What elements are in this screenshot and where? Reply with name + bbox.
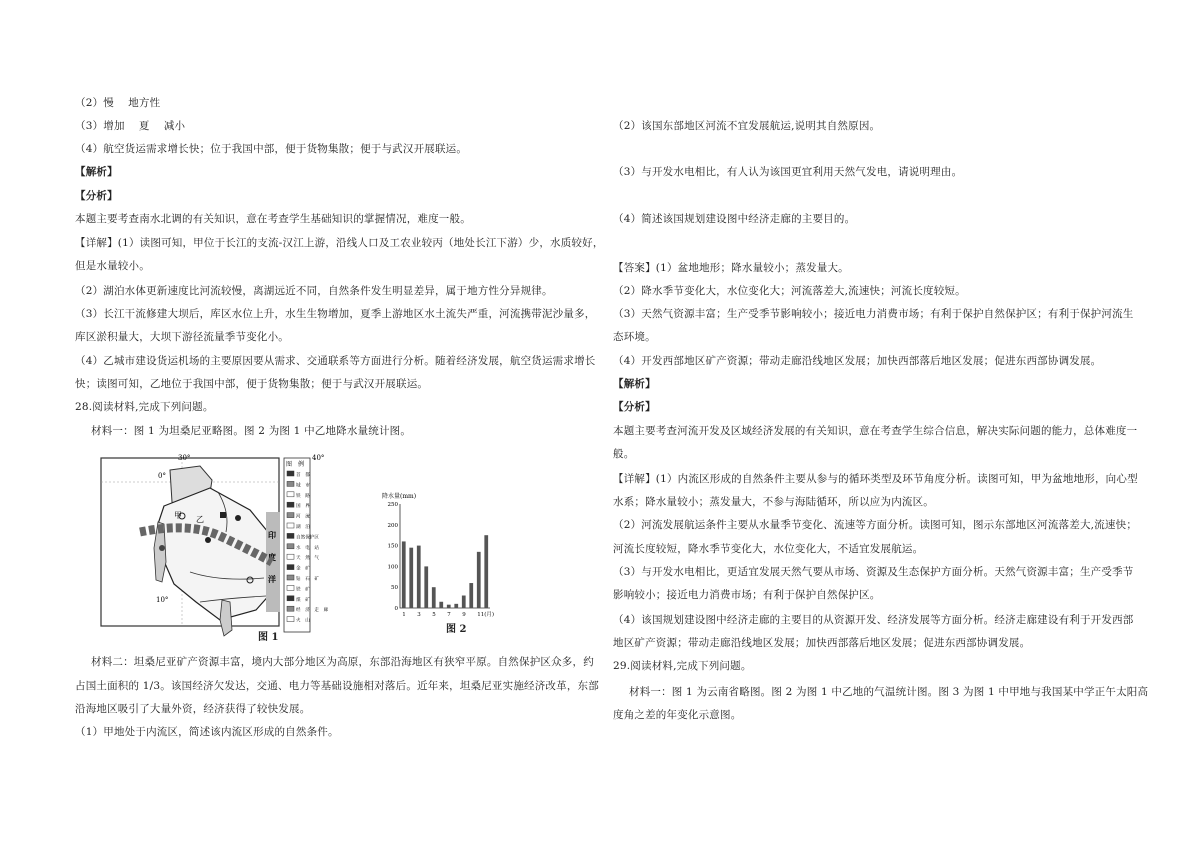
right-text-line: （3）天然气资源丰富；生产受季节影响较小；接近电力消费市场；有利于保护自然保护区；有利于保护河流生 bbox=[613, 308, 1134, 320]
right-text-line: （3）与开发水电相比，更适宜发展天然气要从市场、资源及生态保护方面分析。天然气资源丰富；生产受季节 bbox=[613, 566, 1134, 578]
left-text-line: （2）慢 地方性 bbox=[75, 97, 161, 109]
legend-item-label: 煤 矿 bbox=[296, 597, 310, 603]
legend-symbol bbox=[287, 606, 294, 611]
legend-item-label: 首 都 bbox=[296, 473, 310, 478]
left-text-line: （4）乙城市建设货运机场的主要原因要从需求、交通联系等方面进行分析。随着经济发展，航空货运需求增长 bbox=[75, 355, 596, 367]
left-text-line: 快；读图可知，乙地位于我国中部，便于货物集散；便于与武汉开展联运。 bbox=[75, 378, 429, 390]
chart-axes bbox=[400, 504, 490, 608]
place-label-jia: 甲 bbox=[174, 511, 182, 520]
right-text-line: 地区矿产资源；带动走廊沿线地区发展；加快西部落后地区发展；促进东西部协调发展。 bbox=[613, 637, 1031, 649]
right-text-line: 【详解】(1）内流区形成的自然条件主要从参与的循环类型及环节角度分析。读图可知，甲为盆地地形，向心型 bbox=[613, 473, 1138, 485]
x-tick-label: 11(月) bbox=[477, 612, 495, 618]
left-text-line: （3）增加 夏 减小 bbox=[75, 120, 186, 132]
gold-mine-icon bbox=[205, 537, 211, 543]
legend-item-label: 国 界 bbox=[296, 504, 310, 510]
precipitation-bar bbox=[409, 548, 413, 608]
legend-item-label: 天 然 气 bbox=[296, 556, 319, 562]
precipitation-bar bbox=[477, 552, 481, 608]
right-text-line: 【答案】(1）盆地地形；降水量较小；蒸发量大。 bbox=[613, 262, 849, 274]
precipitation-bar bbox=[469, 583, 473, 608]
right-text-line: 水系；降水量较小；蒸发量大，不参与海陆循环，所以应为内流区。 bbox=[613, 496, 934, 508]
right-text-line: 态环境。 bbox=[613, 331, 656, 343]
left-text-line: 【详解】(1）读图可知，甲位于长江的支流-汉江上游，沿线人口及工农业较丙（地处长江下游）少，水质较好， bbox=[75, 237, 604, 249]
legend-item-label: 钻 石 矿 bbox=[296, 577, 319, 582]
left-text-line: （3）长江干流修建大坝后，库区水位上升，水生生物增加，夏季上游地区水土流失严重，河流携带泥沙量多， bbox=[75, 308, 596, 320]
right-text-line: （4）开发西部地区矿产资源；带动走廊沿线地区发展；加快西部落后地区发展；促进东西部协调发展。 bbox=[613, 355, 1102, 367]
precipitation-bar bbox=[439, 602, 443, 608]
y-tick-label: 100 bbox=[387, 564, 398, 571]
chart-ylabel: 降水量(mm) bbox=[382, 493, 417, 500]
place-label-yi: 乙 bbox=[196, 515, 204, 524]
coal-mine-icon bbox=[159, 545, 165, 551]
legend-symbol bbox=[287, 502, 294, 507]
legend-item-label: 城 市 bbox=[296, 483, 310, 489]
x-tick-label: 7 bbox=[447, 612, 451, 618]
legend-items bbox=[287, 471, 329, 624]
right-text-line: 度角之差的年变化示意图。 bbox=[613, 709, 742, 721]
x-tick-label: 9 bbox=[462, 612, 466, 618]
figure2-caption: 图 2 bbox=[446, 624, 467, 635]
x-tick-label: 1 bbox=[402, 612, 406, 618]
legend-item-label: 湖 泊 bbox=[296, 525, 310, 530]
left-text-line: （2）湖泊水体更新速度比河流较慢，离湖远近不同，自然条件发生明显差异，属于地方性分异规律。 bbox=[75, 285, 553, 297]
left-text-line: 【解析】 bbox=[75, 166, 118, 178]
right-text-line: （2）河流发展航运条件主要从水量季节变化、流速等方面分析。读图可知，图示东部地区河流落差大,流速快； bbox=[613, 519, 1138, 531]
legend-symbol bbox=[287, 554, 294, 559]
precipitation-bar bbox=[402, 541, 406, 608]
legend-symbol bbox=[287, 585, 294, 590]
lon-label-30: 30° bbox=[178, 454, 191, 462]
legend-symbol bbox=[287, 565, 294, 570]
left-text-line: 占国土面积的 1/3。该国经济欠发达，交通、电力等基础设施相对落后。近年来，坦桑尼亚实施经济改革，东部 bbox=[75, 680, 599, 692]
x-tick-label: 3 bbox=[417, 612, 421, 618]
right-text-line: 本题主要考查河流开发及区域经济发展的有关知识，意在考查学生综合信息，解决实际问题的能力，总体难度一 bbox=[613, 425, 1138, 437]
right-text-line: （2）降水季节变化大，水位变化大；河流落差大,流速快；河流长度较短。 bbox=[613, 285, 966, 297]
right-text-line: 影响较小；接近电力消费市场；有利于保护自然保护区。 bbox=[613, 589, 881, 601]
legend-item-label: 河 流 bbox=[296, 514, 310, 520]
left-text-line: 但是水量较小。 bbox=[75, 260, 150, 272]
legend-symbol bbox=[287, 523, 294, 528]
y-tick-label: 150 bbox=[387, 543, 398, 550]
legend-item-label: 经 济 走 廊 bbox=[296, 608, 329, 614]
precipitation-bar bbox=[462, 596, 466, 608]
right-text-line: 【分析】 bbox=[613, 401, 656, 413]
legend-item-label: 铁 矿 bbox=[296, 587, 310, 593]
lat-label-10: 10° bbox=[156, 596, 169, 604]
right-text-line: 29.阅读材料,完成下列问题。 bbox=[613, 660, 752, 672]
legend-item-label: 水 电 站 bbox=[296, 545, 319, 551]
left-text-line: 库区淤积量大，大坝下游径流量季节变化小。 bbox=[75, 331, 289, 343]
left-text-line: 沿海地区吸引了大量外资，经济获得了较快发展。 bbox=[75, 703, 311, 715]
right-text-line: 【解析】 bbox=[613, 378, 656, 390]
precipitation-bar bbox=[417, 546, 421, 608]
precipitation-chart-figure bbox=[378, 490, 498, 638]
right-text-line: （3）与开发水电相比，有人认为该国更宜利用天然气发电，请说明理由。 bbox=[613, 166, 963, 178]
left-text-line: （4）航空货运需求增长快；位于我国中部，便于货物集散；便于与武汉开展联运。 bbox=[75, 143, 468, 155]
mine-icon bbox=[235, 515, 241, 521]
precipitation-bar bbox=[454, 604, 458, 608]
precipitation-bar bbox=[424, 566, 428, 608]
legend-symbol bbox=[287, 596, 294, 601]
tanzania-map-figure bbox=[100, 452, 372, 642]
legend-item-label: 火 山 bbox=[296, 618, 310, 624]
legend-symbol bbox=[287, 575, 294, 580]
left-text-line: 材料一：图 1 为坦桑尼亚略图。图 2 为图 1 中乙地降水量统计图。 bbox=[91, 425, 412, 437]
left-text-line: 本题主要考查南水北调的有关知识，意在考查学生基础知识的掌握情况，难度一般。 bbox=[75, 213, 471, 225]
y-tick-label: 200 bbox=[387, 522, 398, 529]
legend-symbol bbox=[287, 471, 294, 476]
ocean-label-1: 印 bbox=[268, 530, 276, 540]
legend-item-label: 铁 路 bbox=[296, 493, 310, 499]
legend-item-label: 金 矿 bbox=[296, 566, 310, 572]
lon-label-40: 40° bbox=[312, 454, 325, 462]
right-text-line: 般。 bbox=[613, 448, 635, 460]
y-tick-label: 0 bbox=[394, 606, 398, 612]
legend-title: 图 例 bbox=[286, 461, 305, 468]
legend-symbol bbox=[287, 492, 294, 497]
legend-symbol bbox=[287, 481, 294, 486]
diamond-mine-icon bbox=[220, 512, 226, 518]
legend-item-label: 自然保护区 bbox=[296, 535, 319, 541]
figure1-caption: 图 1 bbox=[258, 632, 279, 643]
y-tick-label: 50 bbox=[391, 585, 398, 592]
x-tick-label: 5 bbox=[432, 612, 436, 618]
legend-symbol bbox=[287, 544, 294, 549]
precipitation-bar bbox=[447, 605, 451, 608]
left-text-line: 28.阅读材料,完成下列问题。 bbox=[75, 401, 214, 413]
legend-symbol bbox=[287, 617, 294, 622]
left-text-line: （1）甲地处于内流区，简述该内流区形成的自然条件。 bbox=[75, 726, 339, 738]
right-text-line: （2）该国东部地区河流不宜发展航运,说明其自然原因。 bbox=[613, 120, 881, 132]
legend-symbol bbox=[287, 513, 294, 518]
ocean-label-3: 洋 bbox=[268, 574, 276, 584]
lat-label-0: 0° bbox=[158, 472, 166, 480]
left-text-line: 材料二：坦桑尼亚矿产资源丰富，境内大部分地区为高原，东部沿海地区有狭窄平原。自然保护区众多，约 bbox=[91, 656, 594, 668]
precipitation-bar bbox=[484, 535, 488, 608]
legend-symbol bbox=[287, 533, 294, 538]
ocean-label-2: 度 bbox=[268, 552, 276, 562]
right-text-line: 河流长度较短，降水季节变化大，水位变化大，不适宜发展航运。 bbox=[613, 543, 924, 555]
tanzania-map bbox=[100, 452, 372, 642]
right-text-line: 材料一：图 1 为云南省略图。图 2 为图 1 中乙地的气温统计图。图 3 为图 1 中甲地与我国某中学正午太阳高 bbox=[629, 686, 1149, 698]
right-text-line: （4）简述该国规划建设图中经济走廊的主要目的。 bbox=[613, 213, 856, 225]
right-text-line: （4）该国规划建设图中经济走廊的主要目的从资源开发、经济发展等方面分析。经济走廊建设有利于开发西部 bbox=[613, 614, 1134, 626]
precipitation-bar bbox=[432, 587, 436, 608]
precipitation-chart bbox=[378, 490, 498, 620]
left-text-line: 【分析】 bbox=[75, 190, 118, 202]
y-tick-label: 250 bbox=[387, 502, 398, 508]
